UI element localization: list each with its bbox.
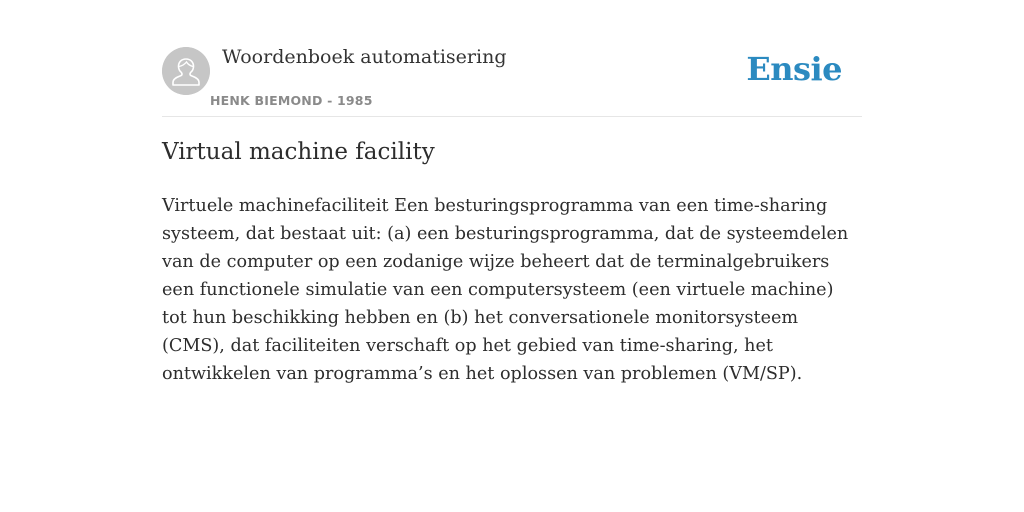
source-header bbox=[162, 46, 862, 117]
ensie-logo[interactable]: Ensie bbox=[746, 50, 842, 88]
entry-title: Virtual machine facility bbox=[162, 139, 435, 165]
author-avatar[interactable] bbox=[162, 47, 210, 95]
source-author-year: HENK BIEMOND - 1985 bbox=[210, 93, 373, 108]
user-silhouette-icon bbox=[162, 47, 210, 95]
entry-definition: Virtuele machinefaciliteit Een besturingsprogramma van een time-sharing systeem, dat bestaat uit: (a) een besturingsprogramma, dat de systeemdelen van de computer op een zodanige wijze beheert dat de terminalgebruikers een functionele simulatie van een computersysteem (een virtuele machine) tot hun beschikking hebben en (b) het conversationele monitorsysteem (CMS), dat faciliteiten verschaft op het gebied van time-sharing, het ontwikkelen van programma’s en het oplossen van problemen (VM/SP). bbox=[162, 196, 849, 384]
source-title[interactable]: Woordenboek automatisering bbox=[222, 46, 507, 68]
